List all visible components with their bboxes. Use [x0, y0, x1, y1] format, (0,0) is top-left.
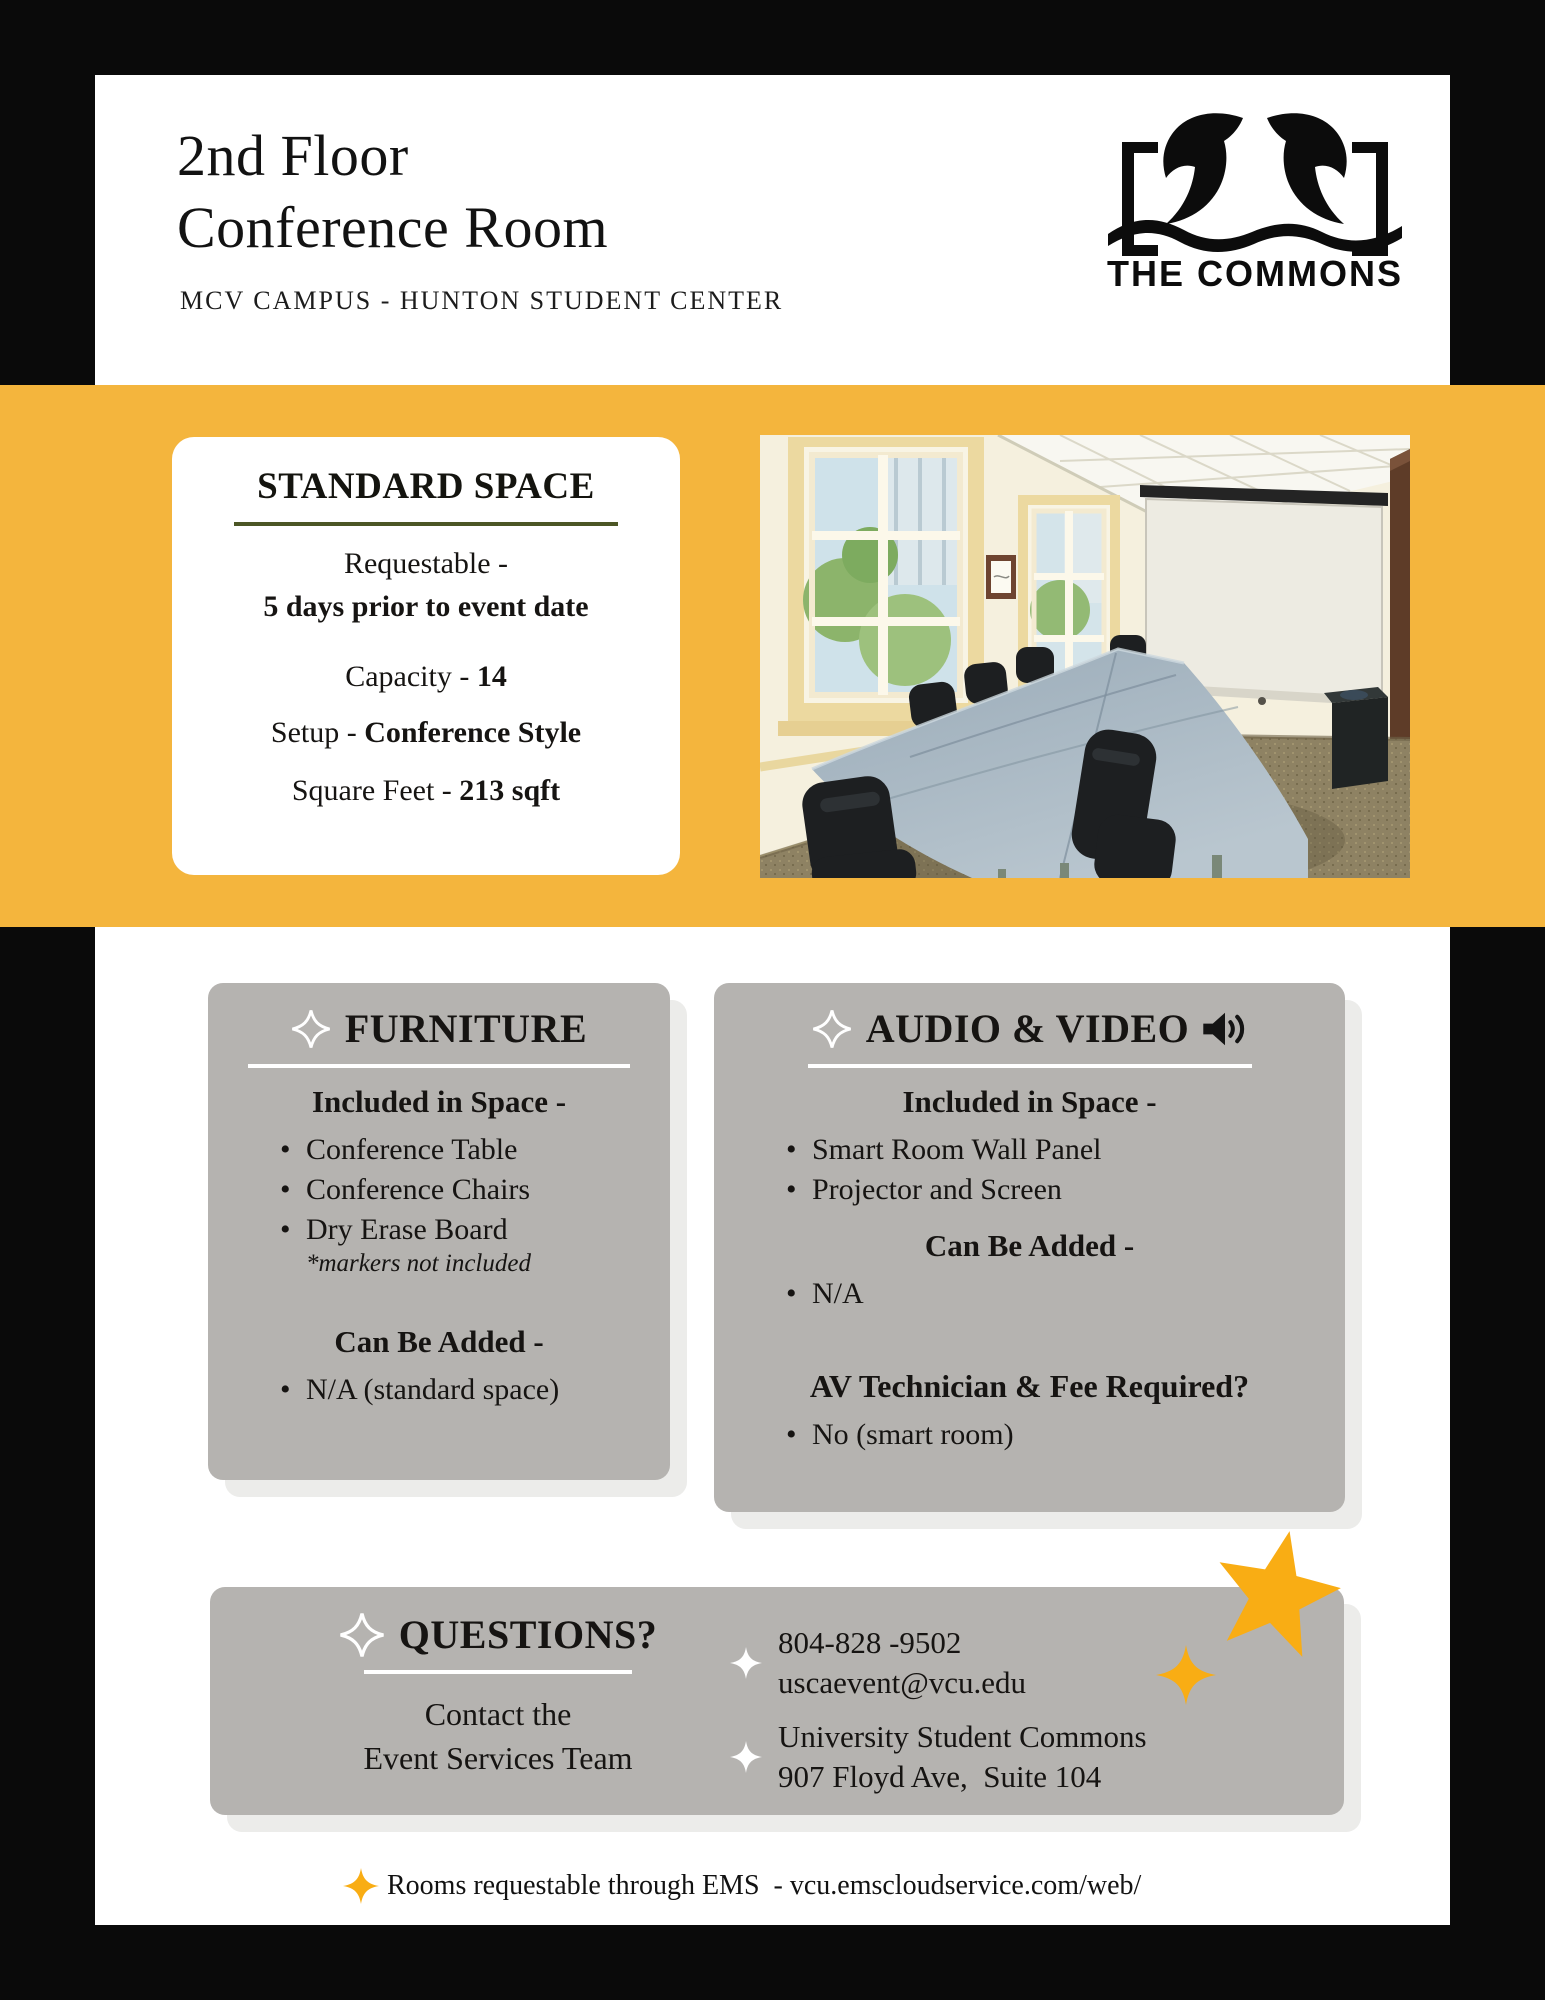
list-item: • Conference Chairs [278, 1170, 650, 1210]
requestable-value: 5 days prior to event date [263, 590, 589, 623]
footer-text: Rooms requestable through EMS - vcu.emscloudservice.com/web/ [387, 1870, 1142, 1901]
audio-video-card [714, 983, 1345, 1512]
questions-title: QUESTIONS? [398, 1612, 658, 1657]
phone-email-group [730, 1623, 1147, 1703]
yellow-sparkle-icon [1156, 1645, 1216, 1705]
av-included-heading: Included in Space - [902, 1084, 1157, 1119]
audio-video-title: AUDIO & VIDEO [865, 1006, 1190, 1051]
list-item: • Conference Table [278, 1130, 650, 1170]
list-item: • Projector and Screen [784, 1170, 1325, 1210]
yellow-sparkle-icon [343, 1868, 379, 1904]
setup-value: Conference Style [364, 716, 582, 749]
furniture-card [208, 983, 670, 1480]
av-technician-list [714, 1415, 1345, 1455]
room-photo [760, 435, 1410, 878]
ram-horns-icon [1100, 108, 1410, 296]
questions-header [258, 1611, 738, 1658]
sparkle-icon [730, 1647, 762, 1679]
list-item: • N/A [784, 1274, 1325, 1314]
capacity-row [172, 660, 680, 694]
questions-card [210, 1587, 1344, 1815]
requestable-row [172, 542, 680, 628]
av-included-list [714, 1130, 1345, 1210]
sqft-value: 213 sqft [459, 774, 561, 807]
white-rule [808, 1064, 1252, 1068]
furniture-added-heading: Can Be Added - [334, 1324, 544, 1359]
list-item: • No (smart room) [784, 1415, 1325, 1455]
sqft-row [172, 774, 680, 808]
furniture-title: FURNITURE [344, 1006, 588, 1051]
standard-space-card [172, 437, 680, 875]
requestable-label: Requestable - [343, 547, 509, 580]
title-line-1: 2nd Floor [177, 123, 409, 188]
olive-rule [234, 522, 618, 526]
list-item: • Smart Room Wall Panel [784, 1130, 1325, 1170]
standard-space-title: STANDARD SPACE [257, 466, 595, 507]
furniture-included-heading: Included in Space - [311, 1084, 567, 1119]
capacity-label: Capacity - [345, 660, 477, 693]
email-address: uscaevent@vcu.edu [778, 1665, 1027, 1700]
av-technician-heading: AV Technician & Fee Required? [809, 1368, 1250, 1404]
yellow-star-icon [1208, 1527, 1344, 1663]
sparkle-icon [291, 1009, 331, 1049]
audio-video-header [714, 983, 1345, 1052]
sparkle-icon [730, 1741, 762, 1773]
phone-number: 804-828 -9502 [778, 1625, 962, 1660]
av-added-heading: Can Be Added - [924, 1228, 1135, 1263]
furniture-header [208, 983, 670, 1052]
contact-block [258, 1692, 738, 1780]
markers-note: *markers not included [306, 1250, 531, 1277]
av-added-list [714, 1274, 1345, 1314]
white-rule [248, 1064, 630, 1068]
the-commons-logo [1100, 108, 1410, 296]
logo-text: THE COMMONS [1107, 253, 1403, 294]
speaker-icon [1203, 1010, 1247, 1048]
organization: University Student Commons [778, 1719, 1147, 1754]
questions-right [730, 1623, 1147, 1811]
page-title [177, 120, 608, 264]
setup-row [172, 716, 680, 750]
sqft-label: Square Feet - [291, 774, 460, 807]
capacity-value: 14 [476, 660, 507, 693]
address-group [730, 1717, 1147, 1797]
sparkle-icon [812, 1009, 852, 1049]
contact-line-1: Contact the [424, 1696, 572, 1732]
sparkle-icon [339, 1612, 385, 1658]
white-rule [364, 1670, 632, 1674]
street-address: 907 Floyd Ave, Suite 104 [778, 1759, 1102, 1794]
furniture-included-list [208, 1130, 670, 1250]
questions-left [258, 1611, 738, 1780]
furniture-added-list [208, 1370, 670, 1410]
list-item: • N/A (standard space) [278, 1370, 650, 1410]
setup-label: Setup - [270, 716, 365, 749]
page-subtitle: MCV CAMPUS - HUNTON STUDENT CENTER [180, 286, 784, 315]
list-item: • Dry Erase Board [278, 1210, 650, 1250]
footer [343, 1868, 1141, 1904]
title-line-2: Conference Room [177, 195, 609, 260]
contact-line-2: Event Services Team [363, 1740, 633, 1776]
